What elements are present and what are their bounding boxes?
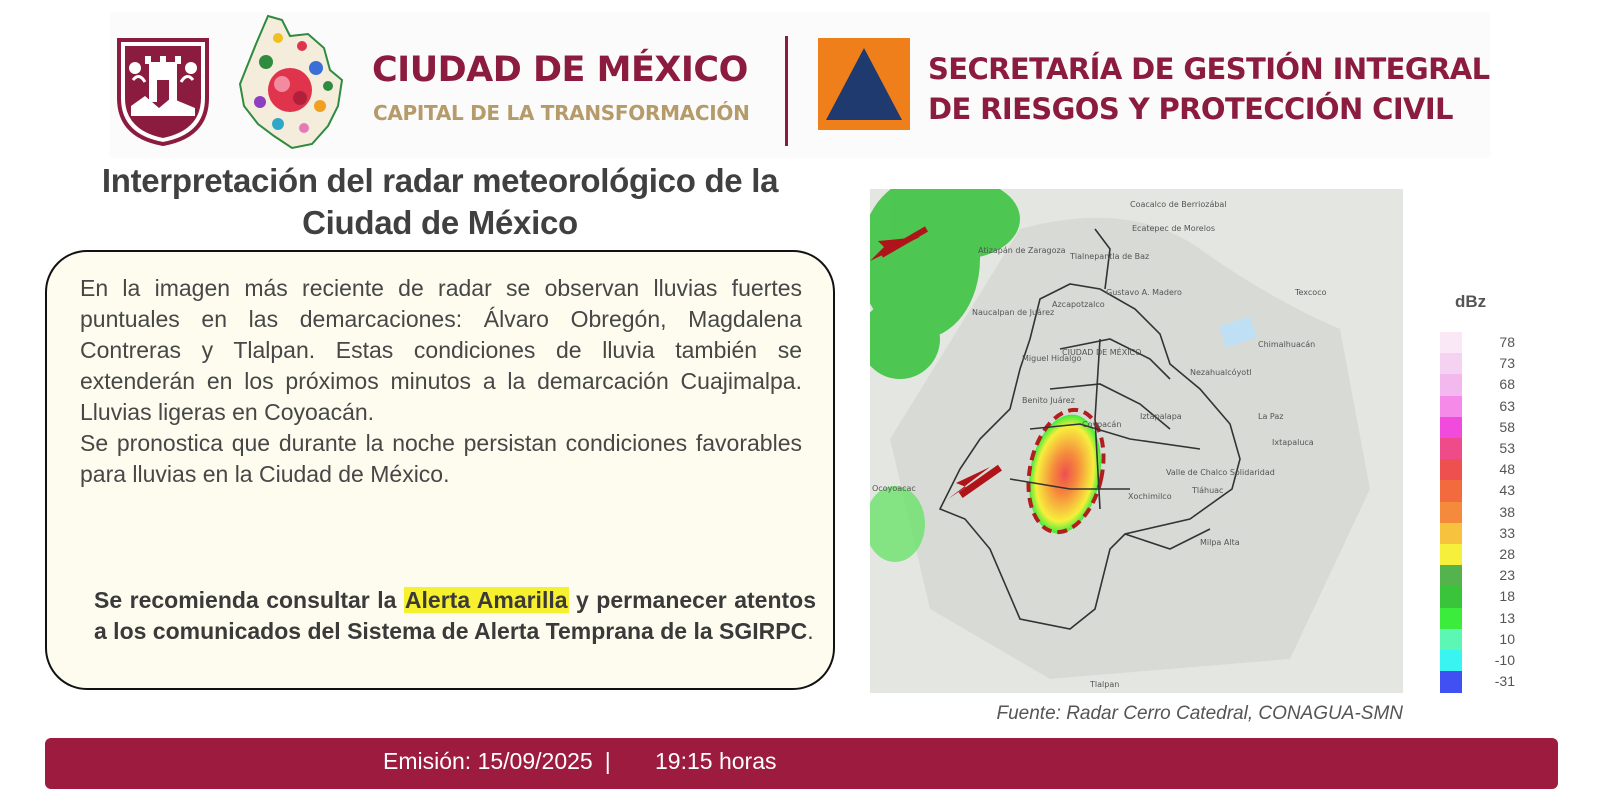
legend-row bbox=[1440, 438, 1530, 460]
emission-date-group bbox=[383, 748, 623, 775]
legend-label: 13 bbox=[1499, 609, 1515, 626]
place-label: Xochimilco bbox=[1128, 492, 1172, 501]
recommendation-text bbox=[94, 585, 816, 647]
legend-row bbox=[1440, 353, 1530, 375]
legend-row bbox=[1440, 544, 1530, 566]
place-label: Gustavo A. Madero bbox=[1106, 288, 1182, 297]
emission-date: Emisión: 15/09/2025 bbox=[383, 748, 593, 774]
place-label: Azcapotzalco bbox=[1052, 300, 1105, 309]
legend-label: 43 bbox=[1499, 482, 1515, 499]
legend-row bbox=[1440, 608, 1530, 630]
legend-row bbox=[1440, 502, 1530, 524]
legend-label: 48 bbox=[1499, 461, 1515, 478]
legend-label: 28 bbox=[1499, 546, 1515, 562]
legend-title: dBz bbox=[1455, 292, 1487, 311]
legend-swatch bbox=[1440, 374, 1462, 396]
legend-swatch bbox=[1440, 332, 1462, 354]
page-title-line2: Ciudad de México bbox=[302, 204, 578, 241]
legend-label: 63 bbox=[1499, 397, 1515, 414]
legend-swatch bbox=[1440, 523, 1462, 545]
legend-swatch bbox=[1440, 608, 1462, 630]
place-label: Milpa Alta bbox=[1200, 538, 1240, 547]
legend-row bbox=[1440, 396, 1530, 418]
legend-label: 10 bbox=[1499, 630, 1515, 647]
cdmx-floral-map-logo bbox=[238, 14, 344, 150]
legend-label: 33 bbox=[1499, 524, 1515, 541]
place-label: Tláhuac bbox=[1192, 486, 1224, 495]
legend-swatch bbox=[1440, 417, 1462, 439]
radar-interpretation-text bbox=[80, 273, 802, 490]
legend-swatch bbox=[1440, 671, 1462, 693]
legend-label: -10 bbox=[1494, 652, 1515, 668]
legend-row bbox=[1440, 332, 1530, 354]
agency-name-line1: SECRETARÍA DE GESTIÓN INTEGRAL bbox=[928, 52, 1490, 86]
legend-swatch bbox=[1440, 565, 1462, 587]
radar-map bbox=[870, 189, 1403, 693]
legend-swatch bbox=[1440, 438, 1462, 460]
place-label: Atizapán de Zaragoza bbox=[978, 246, 1066, 255]
legend-row bbox=[1440, 523, 1530, 545]
place-label: Chimalhuacán bbox=[1258, 340, 1316, 349]
place-label: Ecatepec de Morelos bbox=[1132, 224, 1216, 233]
legend-label: 73 bbox=[1499, 355, 1515, 372]
alert-level-highlight: Alerta Amarilla bbox=[404, 587, 568, 613]
recommendation-after: y permanecer atentos a los comunicados del Sistema de Alerta Temprana de la SGIRPC bbox=[94, 587, 816, 644]
legend-label: 23 bbox=[1499, 567, 1515, 584]
place-label: Tlalpan bbox=[1090, 680, 1120, 689]
legend-row bbox=[1440, 417, 1530, 439]
place-label: Benito Juárez bbox=[1022, 396, 1075, 405]
legend-row bbox=[1440, 629, 1530, 651]
legend-label: -31 bbox=[1494, 673, 1515, 690]
legend-label: 68 bbox=[1499, 376, 1515, 393]
legend-label: 78 bbox=[1499, 334, 1515, 350]
legend-label: 18 bbox=[1499, 588, 1515, 605]
header-divider bbox=[785, 36, 788, 146]
legend-row bbox=[1440, 565, 1530, 587]
footer-bar bbox=[45, 738, 1558, 789]
place-label: Iztapalapa bbox=[1140, 412, 1182, 421]
place-label: Valle de Chalco Solidaridad bbox=[1166, 468, 1275, 477]
agency-name-line2: DE RIESGOS Y PROTECCIÓN CIVIL bbox=[928, 92, 1453, 126]
place-label: Coacalco de Berriozábal bbox=[1130, 200, 1227, 209]
legend-row bbox=[1440, 374, 1530, 396]
place-label: CIUDAD DE MÉXICO bbox=[1062, 348, 1142, 357]
legend-swatch bbox=[1440, 502, 1462, 524]
forecast-paragraph: Se pronostica que durante la noche persistan condiciones favorables para lluvias en la Ciudad de México. bbox=[80, 430, 802, 487]
legend-row bbox=[1440, 459, 1530, 481]
radar-source: Fuente: Radar Cerro Catedral, CONAGUA-SMN bbox=[996, 703, 1403, 724]
legend-label: 58 bbox=[1499, 418, 1515, 435]
place-label: La Paz bbox=[1258, 412, 1284, 421]
legend-row bbox=[1440, 671, 1530, 693]
recommendation-before: Se recomienda consultar la bbox=[94, 587, 404, 613]
place-label: Ixtapaluca bbox=[1272, 438, 1314, 447]
emission-separator: | bbox=[604, 748, 611, 774]
legend-swatch bbox=[1440, 544, 1462, 566]
legend-swatch bbox=[1440, 586, 1462, 608]
legend-swatch bbox=[1440, 629, 1462, 651]
legend-row bbox=[1440, 650, 1530, 672]
legend-row bbox=[1440, 586, 1530, 608]
legend-swatch bbox=[1440, 650, 1462, 672]
place-label: Ocoyoacac bbox=[872, 484, 916, 493]
place-label: Naucalpan de Juárez bbox=[972, 308, 1055, 317]
legend-row bbox=[1440, 480, 1530, 502]
page-title-line1: Interpretación del radar meteorológico de la bbox=[101, 162, 779, 199]
legend-swatch bbox=[1440, 396, 1462, 418]
cdmx-shield-logo bbox=[115, 36, 211, 146]
legend-label: 38 bbox=[1499, 503, 1515, 520]
legend-swatch bbox=[1440, 459, 1462, 481]
place-label: Texcoco bbox=[1295, 288, 1327, 297]
city-tagline: CAPITAL DE LA TRANSFORMACIÓN bbox=[373, 101, 750, 125]
emission-time: 19:15 horas bbox=[655, 748, 777, 774]
page-title bbox=[60, 160, 820, 244]
recommendation-end: . bbox=[807, 618, 814, 644]
interpretation-paragraph: En la imagen más reciente de radar se observan lluvias fuertes puntuales en las demarcaciones: Álvaro Obregón, Magdalena Contreras y Tlalpan. Estas condiciones de lluvia también se extenderán en los próximos minutos a la demarcación Cuajimalpa. Lluvias ligeras en Coyoacán. bbox=[80, 275, 802, 425]
legend-swatch bbox=[1440, 480, 1462, 502]
place-label: Coyoacán bbox=[1082, 420, 1122, 429]
legend-label: 53 bbox=[1499, 440, 1515, 456]
city-name: CIUDAD DE MÉXICO bbox=[372, 50, 748, 90]
civil-protection-logo bbox=[818, 38, 910, 130]
legend-swatch bbox=[1440, 353, 1462, 375]
place-label: Nezahualcóyotl bbox=[1190, 368, 1252, 377]
place-label: Tlalnepantla de Baz bbox=[1070, 252, 1150, 261]
place-label: Miguel Hidalgo bbox=[1022, 354, 1082, 363]
